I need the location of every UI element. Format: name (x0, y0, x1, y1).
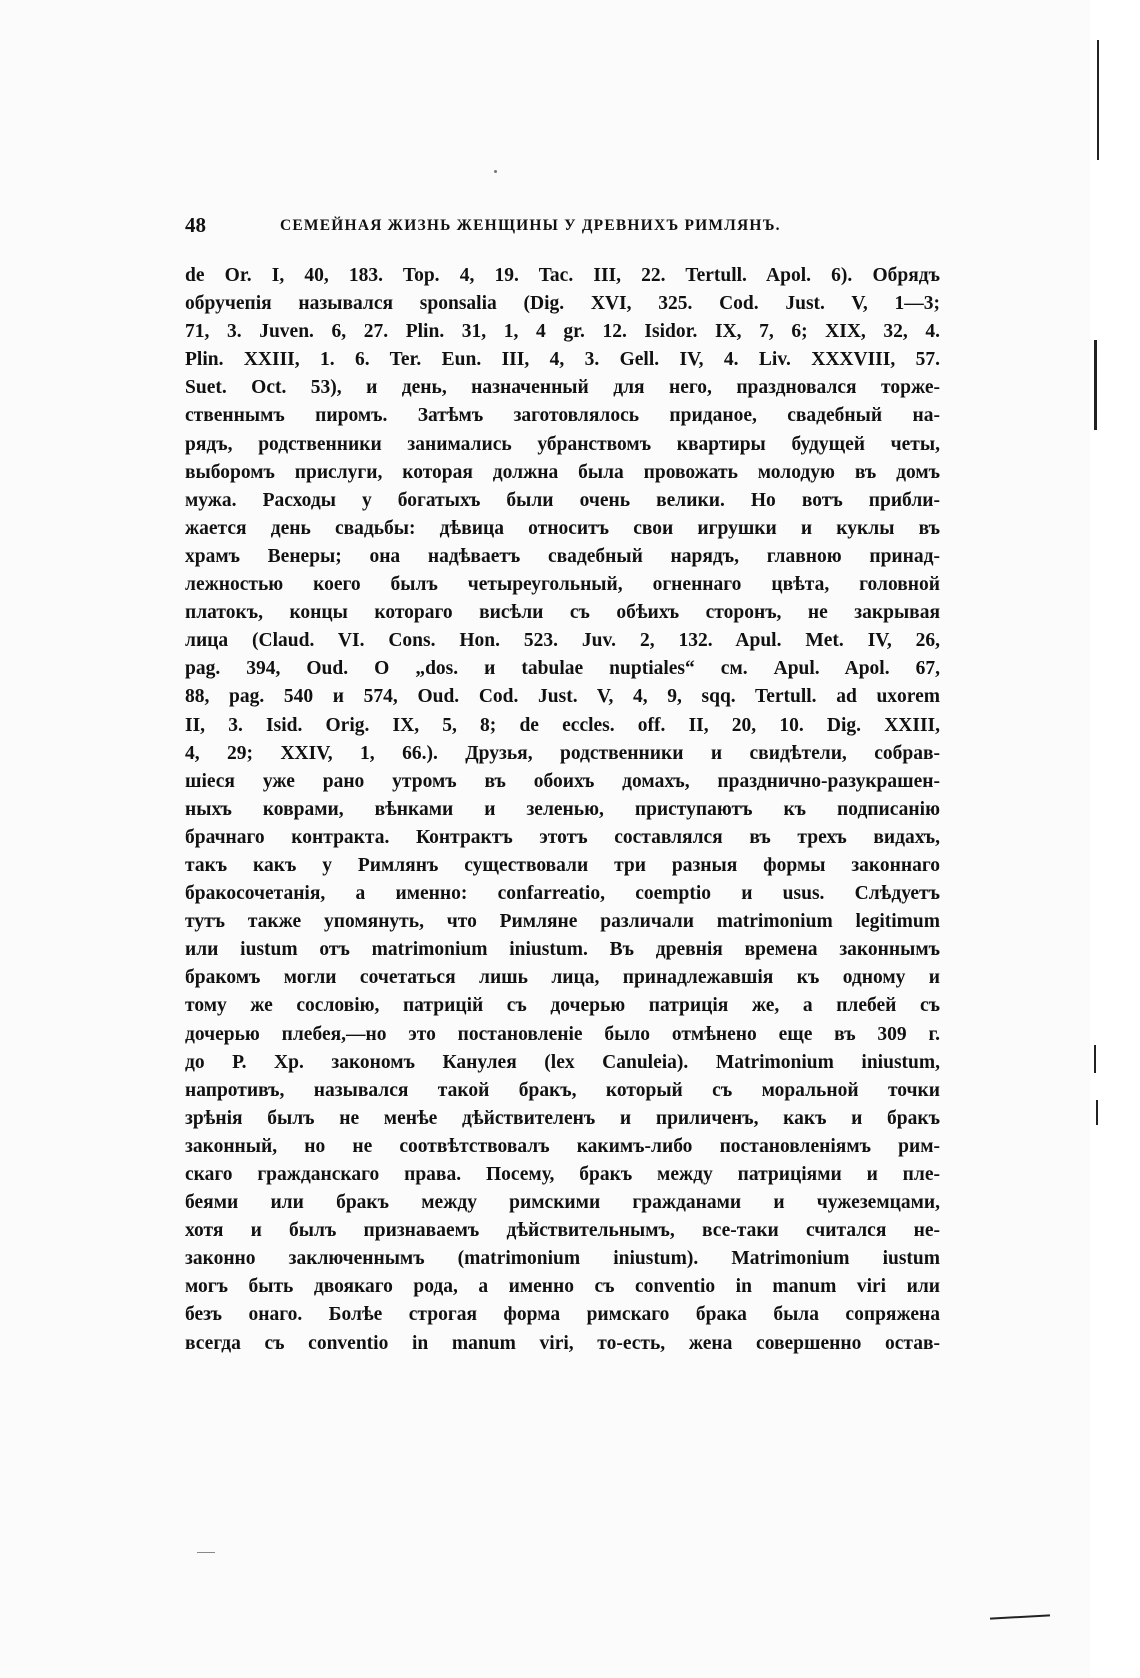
text-line: беями или бракъ между римскими гражданами и чужеземцами, (185, 1192, 940, 1214)
footer-mark (197, 1552, 215, 1553)
text-line: 4, 29; XXIV, 1, 66.). Друзья, родственники и свидѣтели, собрав- (185, 742, 940, 764)
text-line: 88, pag. 540 и 574, Oud. Cod. Just. V, 4, 9, sqq. Tertull. ad uxorem (185, 686, 940, 708)
text-line: рядъ, родственники занимались убранствомъ квартиры будущей четы, (185, 433, 940, 455)
text-line: ныхъ коврами, вѣнками и зеленью, приступаютъ къ подписанію (185, 798, 940, 820)
text-line: лежностью коего былъ четыреугольный, огненнаго цвѣта, головной (185, 574, 940, 596)
scan-edge-line (1094, 1045, 1096, 1073)
text-line: могъ быть двоякаго рода, а именно съ conventio in manum viri или (185, 1276, 940, 1298)
scan-edge (1090, 0, 1140, 1678)
text-line: брачнаго контракта. Контрактъ этотъ составлялся въ трехъ видахъ, (185, 826, 940, 848)
text-line: мужа. Расходы у богатыхъ были очень велики. Но вотъ прибли- (185, 489, 940, 511)
running-head: СЕМЕЙНАЯ ЖИЗНЬ ЖЕНЩИНЫ У ДРЕВНИХЪ РИМЛЯНЪ. (280, 217, 781, 234)
text-line: шіеся уже рано утромъ въ обоихъ домахъ, празднично-разукрашен- (185, 770, 940, 792)
text-line: зрѣнія былъ не менѣе дѣйствителенъ и приличенъ, какъ и бракъ (185, 1107, 940, 1129)
text-line: pag. 394, Oud. O „dos. и tabulae nuptiales“ см. Apul. Apol. 67, (185, 658, 940, 680)
text-line: напротивъ, назывался такой бракъ, который съ моральной точки (185, 1079, 940, 1101)
text-line: до Р. Хр. закономъ Канулея (lex Canuleia). Matrimonium iniustum, (185, 1051, 940, 1073)
text-line: лица (Claud. VI. Cons. Hon. 523. Juv. 2, 132. Apul. Met. IV, 26, (185, 630, 940, 652)
text-line: храмъ Венеры; она надѣваетъ свадебный нарядъ, главною принад- (185, 545, 940, 567)
scan-speck (494, 170, 497, 173)
text-line: Suet. Oct. 53), и день, назначенный для него, праздновался торже- (185, 377, 940, 399)
text-line: de Or. I, 40, 183. Top. 4, 19. Tac. III, 22. Tertull. Apol. 6). Обрядъ (185, 265, 940, 286)
text-line: тутъ также упомянуть, что Римляне различали matrimonium legitimum (185, 911, 940, 933)
text-line: жается день свадьбы: дѣвица относитъ свои игрушки и куклы въ (185, 517, 940, 539)
text-line: бракосочетанія, а именно: confarreatio, coemptio и usus. Слѣдуетъ (185, 883, 940, 905)
text-line: хотя и былъ признаваемъ дѣйствительнымъ, все-таки считался не- (185, 1220, 940, 1242)
text-line: II, 3. Isid. Orig. IX, 5, 8; de eccles. off. II, 20, 10. Dig. XXIII, (185, 714, 940, 736)
page-header (185, 213, 945, 241)
text-line: 71, 3. Juven. 6, 27. Plin. 31, 1, 4 gr. 12. Isidor. IX, 7, 6; XIX, 32, 4. (185, 321, 940, 343)
text-line: скаго гражданскаго права. Посему, бракъ между патриціями и пле- (185, 1164, 940, 1185)
scan-edge-line (1097, 40, 1099, 160)
text-line: законный, но не соотвѣтствовалъ какимъ-либо постановленіямъ рим- (185, 1135, 940, 1157)
text-line: безъ онаго. Болѣе строгая форма римскаго брака была сопряжена (185, 1304, 940, 1326)
text-line: бракомъ могли сочетаться лишь лица, принадлежавшія къ одному и (185, 967, 940, 989)
text-line: или iustum отъ matrimonium iniustum. Въ древнія времена законнымъ (185, 939, 940, 961)
text-line: ственнымъ пиромъ. Затѣмъ заготовлялось приданое, свадебный на- (185, 405, 940, 427)
page-number: 48 (185, 213, 206, 237)
text-line: тому же сословію, патрицій съ дочерью патриція же, а плебей съ (185, 995, 940, 1017)
scan-edge-line (1094, 340, 1097, 430)
text-line: дочерью плебея,—но это постановленіе было отмѣнено еще въ 309 г. (185, 1023, 940, 1045)
text-line: платокъ, концы котораго висѣли съ обѣихъ сторонъ, не закрывая (185, 602, 940, 624)
scan-edge-line (1096, 1100, 1098, 1125)
text-line: обручепія назывался sponsalia (Dig. XVI, 325. Cod. Just. V, 1—3; (185, 293, 940, 315)
text-line: всегда съ conventio in manum viri, то-есть, жена совершенно остав- (185, 1332, 940, 1354)
text-line: такъ какъ у Римлянъ существовали три разныя формы законнаго (185, 854, 940, 876)
text-line: законно заключеннымъ (matrimonium iniustum). Matrimonium iustum (185, 1248, 940, 1270)
text-line: Plin. XXIII, 1. 6. Ter. Eun. III, 4, 3. Gell. IV, 4. Liv. XXXVIII, 57. (185, 349, 940, 371)
body-text (185, 262, 940, 1358)
text-line: выборомъ прислуги, которая должна была провожать молодую въ домъ (185, 461, 940, 483)
